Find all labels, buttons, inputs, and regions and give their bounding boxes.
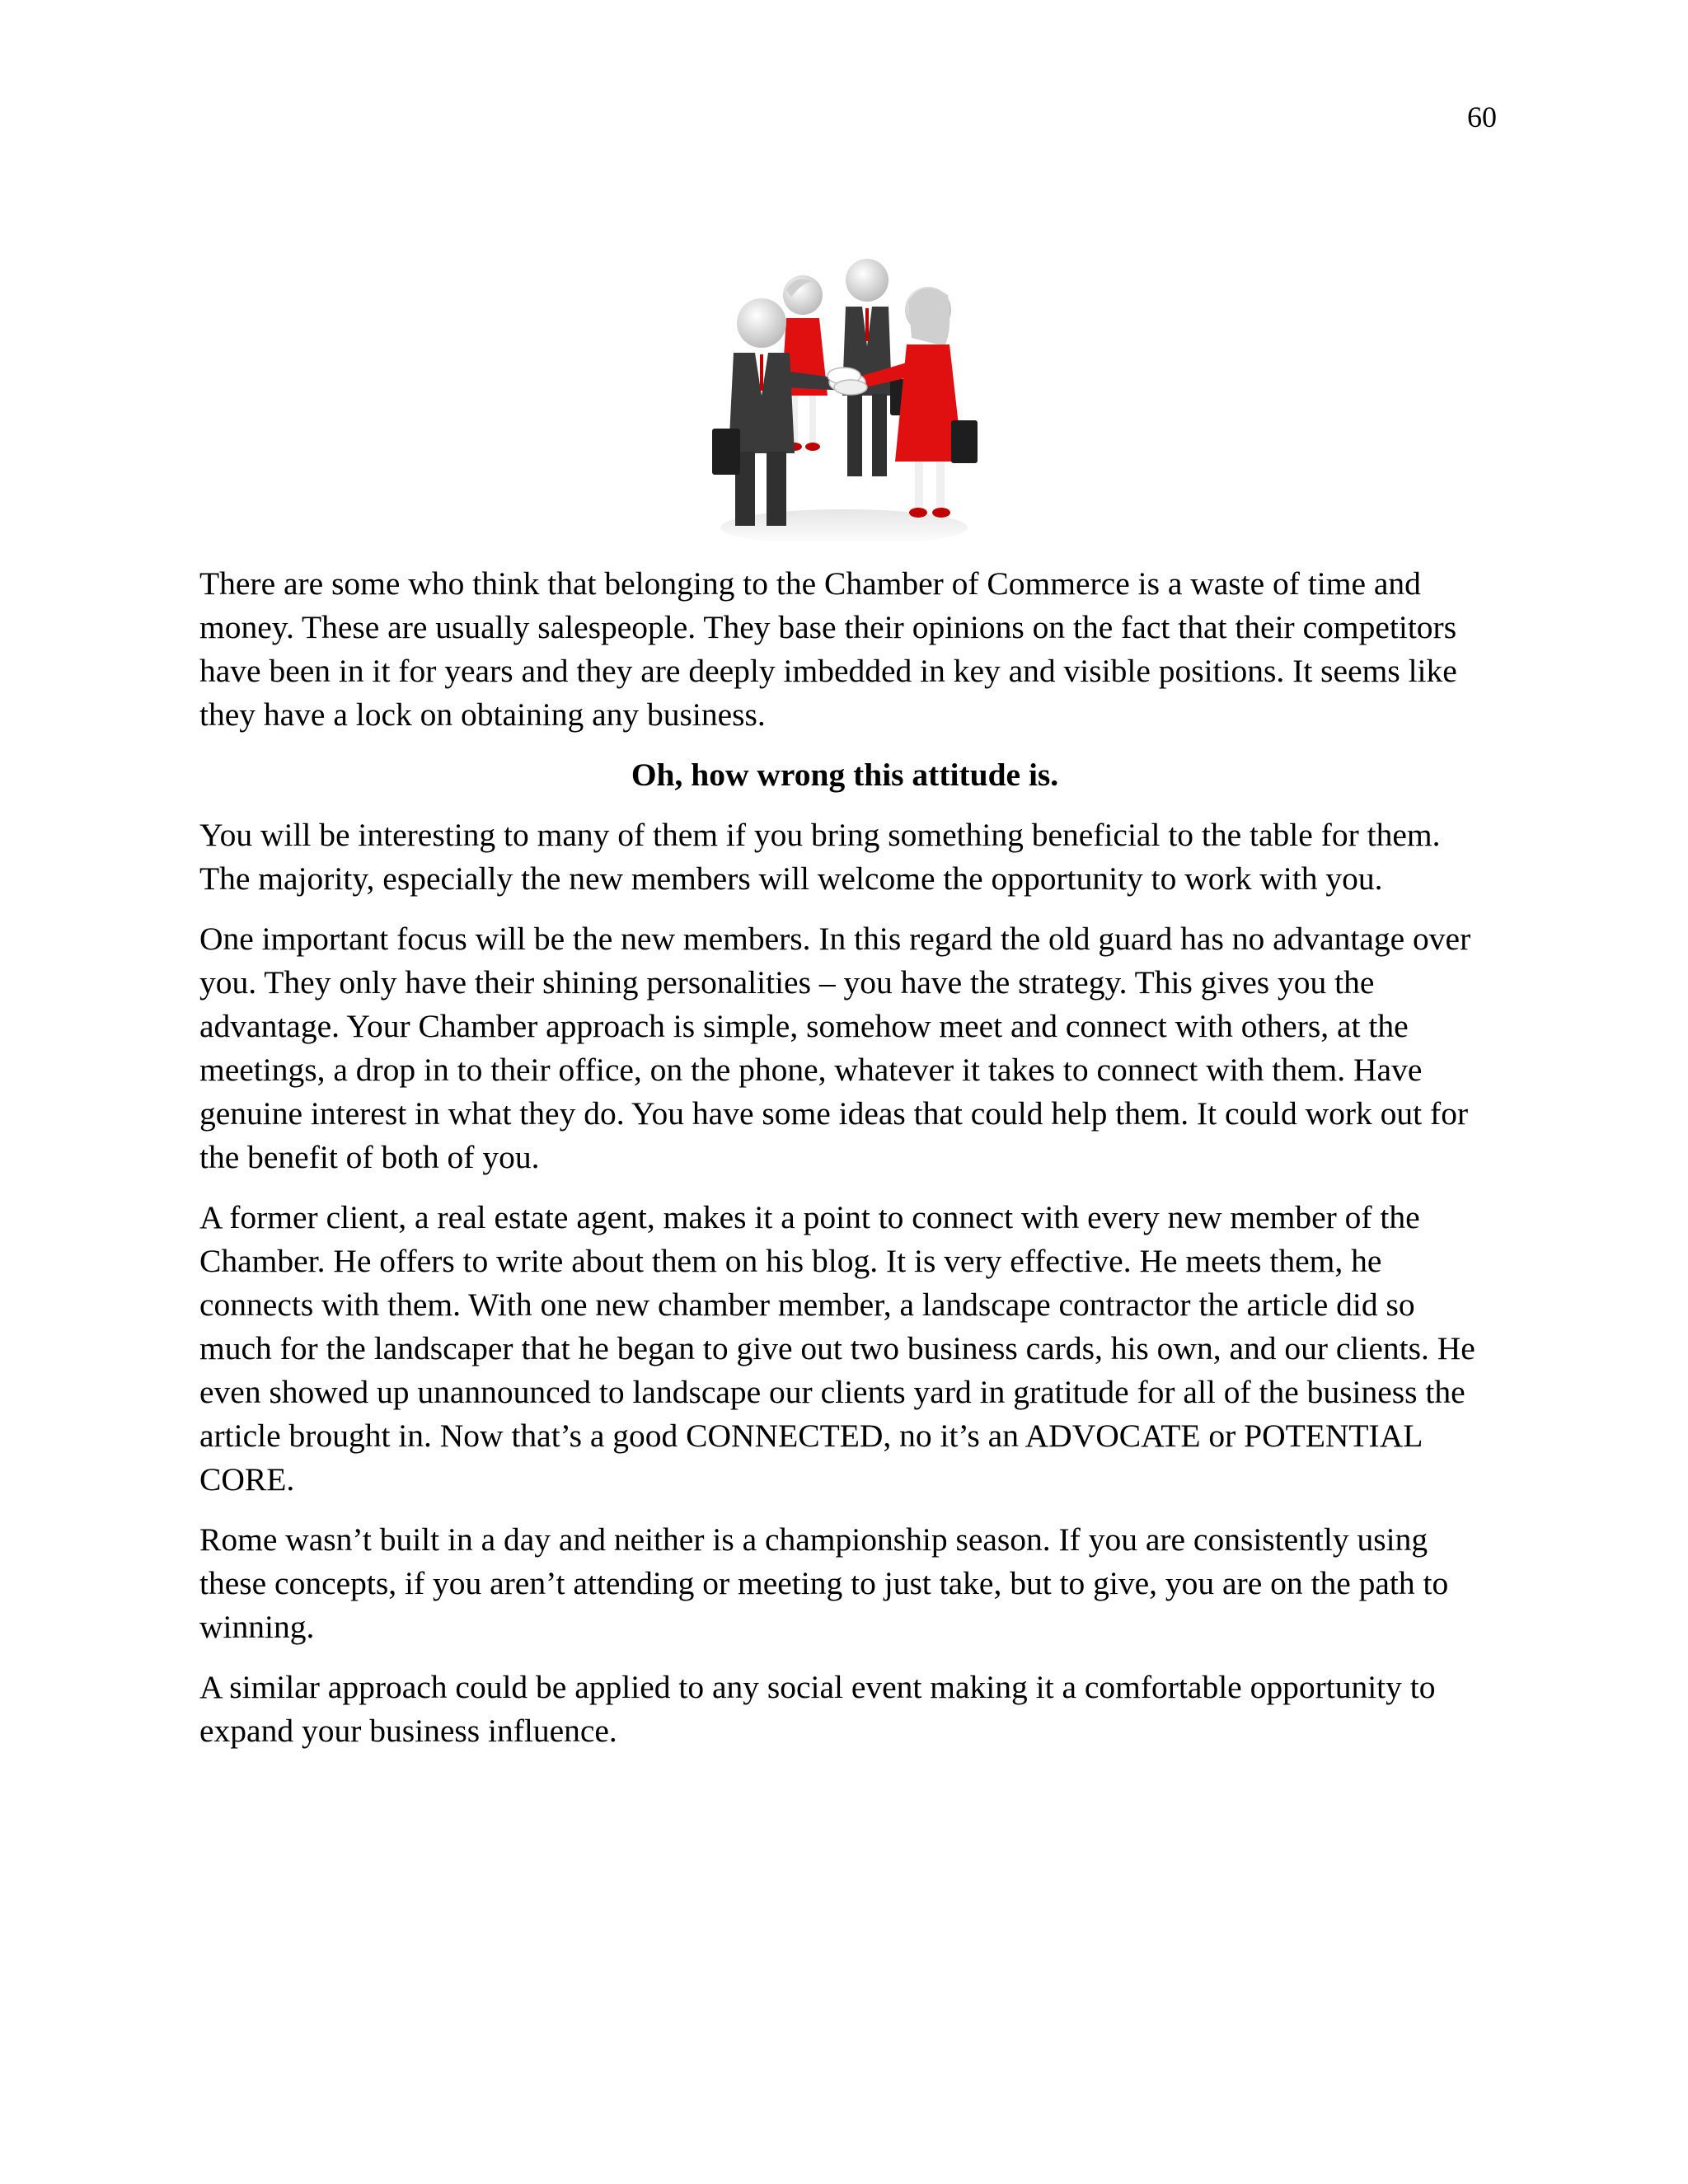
paragraph-social-event: A similar approach could be applied to any social event making it a comfortable opportunity to expand your business influence. <box>199 1669 1436 1749</box>
team-hands-together-icon <box>706 255 982 544</box>
paragraph-rome: Rome wasn’t built in a day and neither is a championship season. If you are consistently using these concepts, if you aren’t attending or meeting to just take, but to give, you are on the path to winning. <box>199 1521 1449 1645</box>
paragraph-bring-benefit: You will be interesting to many of them if you bring something beneficial to the table for them. The majority, especially the new members will welcome the opportunity to work with you. <box>199 817 1441 897</box>
callout-heading: Oh, how wrong this attitude is. <box>631 757 1059 793</box>
paragraph-new-members: One important focus will be the new members. In this regard the old guard has no advantage over you. They only have their shining personalities – you have the strategy. This gives you the advantage. Your Chamber approach is simple, somehow meet and connect with others, at the meetings, a drop in to their office, on the phone, whatever it takes to connect with them. Have genuine interest in what they do. You have some ideas that could help them. It could work out for the benefit of both of you. <box>199 921 1471 1175</box>
body-text <box>199 562 1490 1769</box>
paragraph-client-example: A former client, a real estate agent, makes it a point to connect with every new member of the Chamber. He offers to write about them on his blog. It is very effective. He meets them, he connects with them. With one new chamber member, a landscape contractor the article did so much for the landscaper that he began to give out two business cards, his own, and our clients. He even showed up unannounced to landscape our clients yard in gratitude for all of the business the article brought in. Now that’s a good CONNECTED, no it’s an ADVOCATE or POTENTIAL CORE. <box>199 1199 1475 1497</box>
paragraph-chamber-skeptics: There are some who think that belonging to the Chamber of Commerce is a waste of time and money. These are usually salespeople. They base their opinions on the fact that their competitors have been in it for years and they are deeply imbedded in key and visible positions. It seems like they have a lock on obtaining any business. <box>199 565 1457 733</box>
page-number: 60 <box>1467 101 1497 134</box>
